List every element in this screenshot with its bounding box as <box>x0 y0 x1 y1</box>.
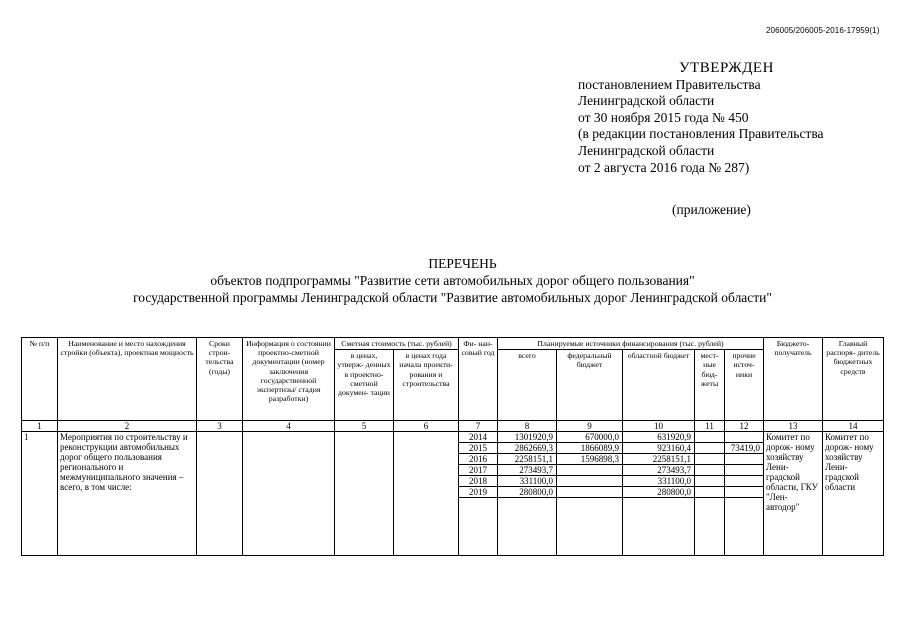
year-cell: 2018 <box>459 476 498 487</box>
column-number: 3 <box>197 421 243 432</box>
header-local: мест- ные бюд- жеты <box>695 350 725 421</box>
federal-cell: 1866089,9 <box>557 443 623 454</box>
header-terms: Сроки строи- тельства (годы) <box>197 338 243 421</box>
row-number: 1 <box>22 432 58 556</box>
year-cell: 2014 <box>459 432 498 443</box>
header-estimated-cost: Сметная стоимость (тыс. рублей) <box>335 338 459 350</box>
header-name: Наименование и место нахождения стройки (объекта), проектная мощность <box>58 338 197 421</box>
year-cell: 2019 <box>459 487 498 498</box>
column-number: 8 <box>498 421 557 432</box>
total-cell: 2258151,1 <box>498 454 557 465</box>
column-number: 10 <box>623 421 695 432</box>
row-name: Мероприятия по строительству и реконструкции автомобильных дорог общего пользования регионального и межмуниципального значения – всего, в том числе: <box>58 432 197 556</box>
column-number: 9 <box>557 421 623 432</box>
federal-cell <box>557 476 623 487</box>
header-other: прочие источ- ники <box>725 350 764 421</box>
header-number: № п/п <box>22 338 58 421</box>
approval-title: УТВЕРЖДЕН <box>679 60 774 76</box>
column-number: 11 <box>695 421 725 432</box>
header-cost-start: в ценах года начала проекти- рования и строительства <box>394 350 459 421</box>
other-cell <box>725 432 764 443</box>
local-cell <box>695 487 725 498</box>
row-terms <box>197 432 243 556</box>
other-cell: 73419,0 <box>725 443 764 454</box>
total-cell: 331100,0 <box>498 476 557 487</box>
heading-line-2: государственной программы Ленинградской области "Развитие автомобильных дорог Ленинградской области" <box>133 290 772 305</box>
header-manager: Главный распоря- дитель бюджетных средств <box>823 338 884 421</box>
other-cell <box>725 454 764 465</box>
local-cell <box>695 454 725 465</box>
local-cell <box>695 443 725 454</box>
federal-cell-empty <box>557 498 623 556</box>
total-cell: 280800,0 <box>498 487 557 498</box>
approval-line: от 30 ноября 2015 года № 450 <box>578 109 749 125</box>
approval-line: постановлением Правительства <box>578 76 761 92</box>
total-cell: 1301920,9 <box>498 432 557 443</box>
heading-line-1: объектов подпрограммы "Развитие сети автомобильных дорог общего пользования" <box>210 273 695 288</box>
column-number: 7 <box>459 421 498 432</box>
heading-title: ПЕРЕЧЕНЬ <box>428 256 497 271</box>
header-regional: областной бюджет <box>623 350 695 421</box>
federal-cell <box>557 465 623 476</box>
total-cell: 273493,7 <box>498 465 557 476</box>
column-number: 6 <box>394 421 459 432</box>
header-total: всего <box>498 350 557 421</box>
column-number: 13 <box>764 421 823 432</box>
approval-line: от 2 августа 2016 года № 287) <box>578 159 750 175</box>
regional-cell-empty <box>623 498 695 556</box>
regional-cell: 331100,0 <box>623 476 695 487</box>
document-heading <box>0 255 905 306</box>
other-cell <box>725 465 764 476</box>
row-cost-start <box>394 432 459 556</box>
local-cell <box>695 432 725 443</box>
row-recipient: Комитет по дорож- ному хозяйству Лени- градской области, ГКУ "Лен- автодор" <box>764 432 823 556</box>
federal-cell <box>557 487 623 498</box>
header-federal: федеральный бюджет <box>557 350 623 421</box>
header-recipient: Бюджето- получатель <box>764 338 823 421</box>
regional-cell: 280800,0 <box>623 487 695 498</box>
column-number: 4 <box>243 421 335 432</box>
approval-block <box>578 60 824 176</box>
total-cell: 2862669,3 <box>498 443 557 454</box>
year-cell: 2015 <box>459 443 498 454</box>
year-cell-empty <box>459 498 498 556</box>
local-cell-empty <box>695 498 725 556</box>
year-cell: 2017 <box>459 465 498 476</box>
regional-cell: 923160,4 <box>623 443 695 454</box>
other-cell <box>725 476 764 487</box>
objects-table <box>21 337 884 556</box>
other-cell-empty <box>725 498 764 556</box>
regional-cell: 631920,9 <box>623 432 695 443</box>
table-header-row <box>22 338 884 350</box>
column-number: 5 <box>335 421 394 432</box>
column-number: 2 <box>58 421 197 432</box>
header-fin-year: Фи- нан- совый год <box>459 338 498 421</box>
year-cell: 2016 <box>459 454 498 465</box>
row-cost-approved <box>335 432 394 556</box>
federal-cell: 1596898,3 <box>557 454 623 465</box>
row-manager: Комитет по дорож- ному хозяйству Лени- градской области <box>823 432 884 556</box>
table-row <box>22 432 884 443</box>
other-cell <box>725 487 764 498</box>
row-docs-info <box>243 432 335 556</box>
total-cell-empty <box>498 498 557 556</box>
header-funding-sources: Планируемые источники финансирования (тыс. рублей) <box>498 338 764 350</box>
approval-line: Ленинградской области <box>578 142 715 158</box>
approval-line: (в редакции постановления Правительства <box>578 126 824 142</box>
regional-cell: 2258151,1 <box>623 454 695 465</box>
appendix-label: (приложение) <box>672 202 751 217</box>
header-docs-info: Информация о состоянии проектно-сметной документации (номер заключения государственной экспертизы/ стадия разработки) <box>243 338 335 421</box>
regional-cell: 273493,7 <box>623 465 695 476</box>
document-number: 206005/206005-2016-17959(1) <box>766 26 880 35</box>
approval-line: Ленинградской области <box>578 93 715 109</box>
local-cell <box>695 476 725 487</box>
column-number: 12 <box>725 421 764 432</box>
federal-cell: 670000,0 <box>557 432 623 443</box>
header-cost-approved: в ценах, утверж- денных в проектно- сметной докумен- тации <box>335 350 394 421</box>
column-number: 14 <box>823 421 884 432</box>
column-number: 1 <box>22 421 58 432</box>
local-cell <box>695 465 725 476</box>
column-numbers-row <box>22 421 884 432</box>
